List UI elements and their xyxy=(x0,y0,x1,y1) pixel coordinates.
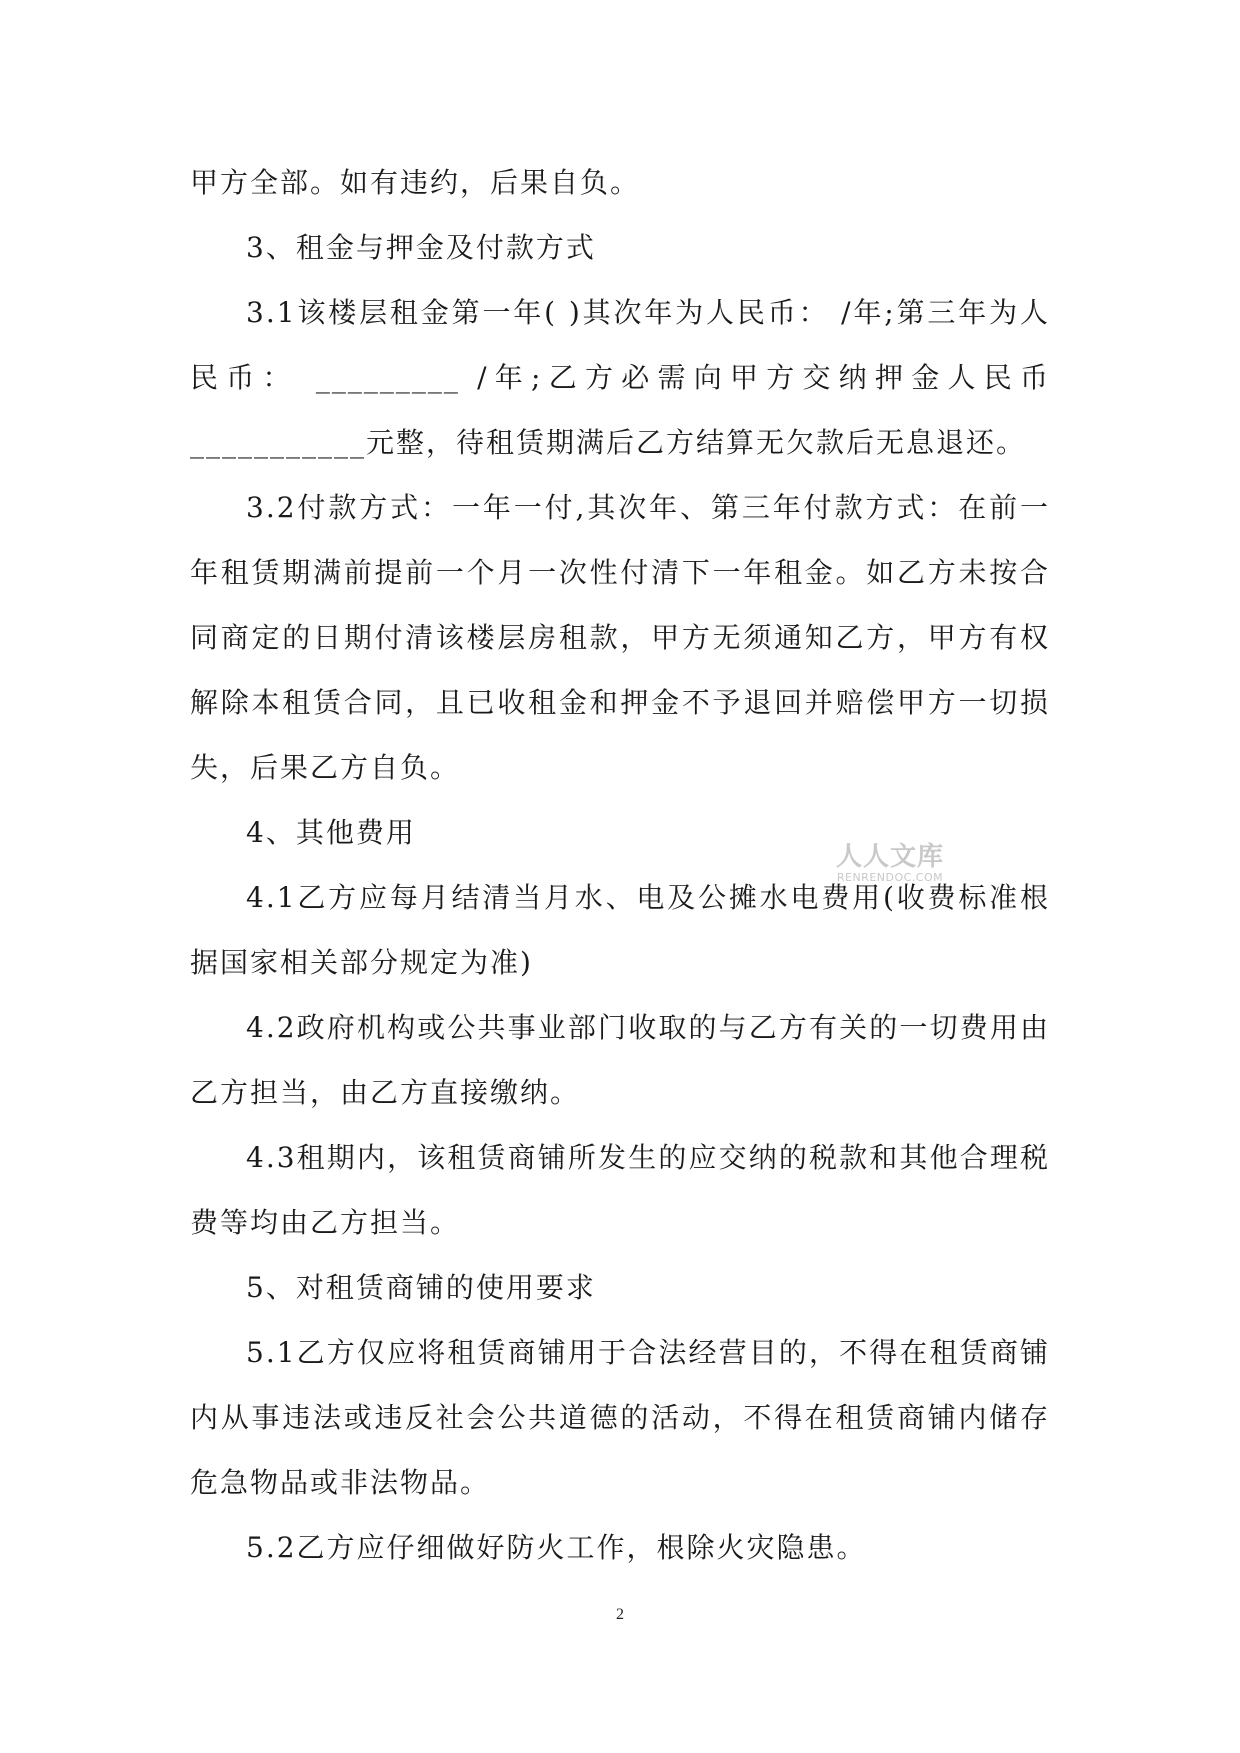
clause-3-2: 3.2付款方式：一年一付,其次年、第三年付款方式：在前一年租赁期满前提前一个月一次性付清下一年租金。如乙方未按合同商定的日期付清该楼层房租款，甲方无须通知乙方，甲方有权解除本租赁合同，且已收租金和押金不予退回并赔偿甲方一切损失，后果乙方自负。 xyxy=(190,491,1050,784)
clause-4-2: 4.2政府机构或公共事业部门收取的与乙方有关的一切费用由乙方担当，由乙方直接缴纳。 xyxy=(190,1011,1050,1109)
page-number: 2 xyxy=(616,1606,624,1623)
clause-5-1: 5.1乙方仅应将租赁商铺用于合法经营目的，不得在租赁商铺内从事违法或违反社会公共道德的活动，不得在租赁商铺内储存危急物品或非法物品。 xyxy=(190,1336,1050,1499)
watermark-title: 人人文库 xyxy=(835,842,944,872)
watermark-subtitle: RENRENDOC.COM xyxy=(836,871,944,884)
section-heading-3: 3、租金与押金及付款方式 xyxy=(246,231,596,264)
section-heading-4: 4、其他费用 xyxy=(246,816,416,849)
clause-4-1: 4.1乙方应每月结清当月水、电及公摊水电费用(收费标准根据国家相关部分规定为准) xyxy=(190,881,1050,979)
document-body xyxy=(190,150,1050,1580)
paragraph-continuation: 甲方全部。如有违约，后果自负。 xyxy=(190,166,641,199)
clause-4-3: 4.3租期内，该租赁商铺所发生的应交纳的税款和其他合理税费等均由乙方担当。 xyxy=(190,1141,1050,1239)
section-heading-5: 5、对租赁商铺的使用要求 xyxy=(246,1271,596,1304)
clause-5-2: 5.2乙方应仔细做好防火工作，根除火灾隐患。 xyxy=(246,1531,867,1564)
clause-3-1: 3.1该楼层租金第一年( )其次年为人民币： /年;第三年为人民币： _________ /年;乙方必需向甲方交纳押金人民币___________元整，待租赁期满后乙方结算无欠款后无息退还。 xyxy=(190,296,1050,459)
